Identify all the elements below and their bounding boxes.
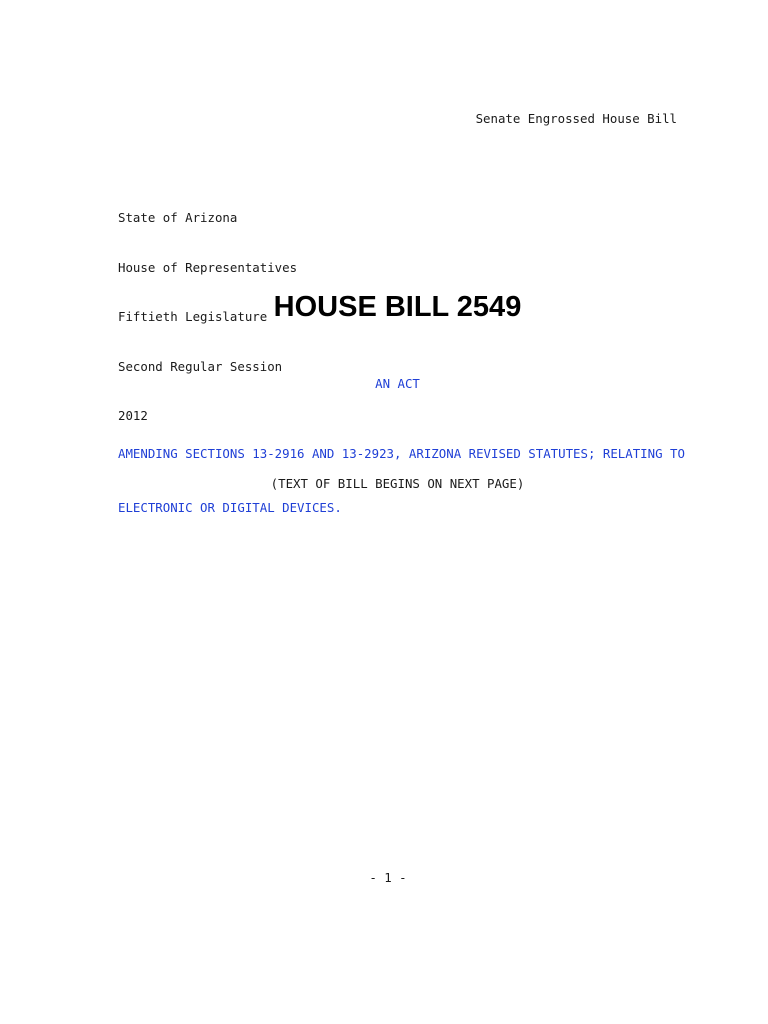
act-label: AN ACT [375,376,420,391]
info-year: 2012 [118,408,148,423]
info-chamber: House of Representatives [118,259,298,275]
bill-title: HOUSE BILL 2549 [273,291,522,323]
purpose-line-1: AMENDING SECTIONS 13-2916 AND 13-2923, ARIZONA REVISED STATUTES; RELATING TO [118,446,685,461]
info-legislature: Fiftieth Legislature [118,309,268,324]
info-session: Second Regular Session [118,358,283,374]
info-state: State of Arizona [118,210,238,225]
page-number: - 1 - [369,870,407,885]
text-begins-note: (TEXT OF BILL BEGINS ON NEXT PAGE) [270,476,525,491]
purpose-line-2: ELECTRONIC OR DIGITAL DEVICES. [118,500,342,515]
engrossed-label: Senate Engrossed House Bill [475,111,677,126]
